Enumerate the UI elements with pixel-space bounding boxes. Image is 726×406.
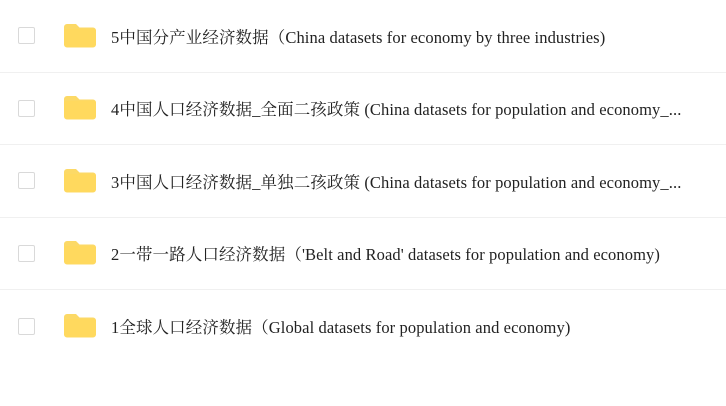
folder-icon [63,95,97,121]
file-name: 5中国分产业经济数据（China datasets for economy by three industries) [111,27,606,47]
folder-icon [63,23,97,49]
list-item[interactable] [0,0,726,73]
row-checkbox[interactable] [18,27,35,44]
file-name: 3中国人口经济数据_单独二孩政策 (China datasets for population and economy_... [111,172,682,192]
row-checkbox[interactable] [18,172,35,189]
list-item[interactable] [0,218,726,291]
list-item[interactable] [0,73,726,146]
folder-icon [63,313,97,339]
row-checkbox[interactable] [18,318,35,335]
row-checkbox[interactable] [18,100,35,117]
file-name: 2一带一路人口经济数据（'Belt and Road' datasets for population and economy) [111,245,660,265]
row-checkbox[interactable] [18,245,35,262]
list-item[interactable] [0,145,726,218]
file-name: 1全球人口经济数据（Global datasets for population and economy) [111,318,571,338]
folder-icon [63,168,97,194]
file-name: 4中国人口经济数据_全面二孩政策 (China datasets for population and economy_... [111,100,682,120]
folder-icon [63,240,97,266]
list-item[interactable] [0,290,726,363]
